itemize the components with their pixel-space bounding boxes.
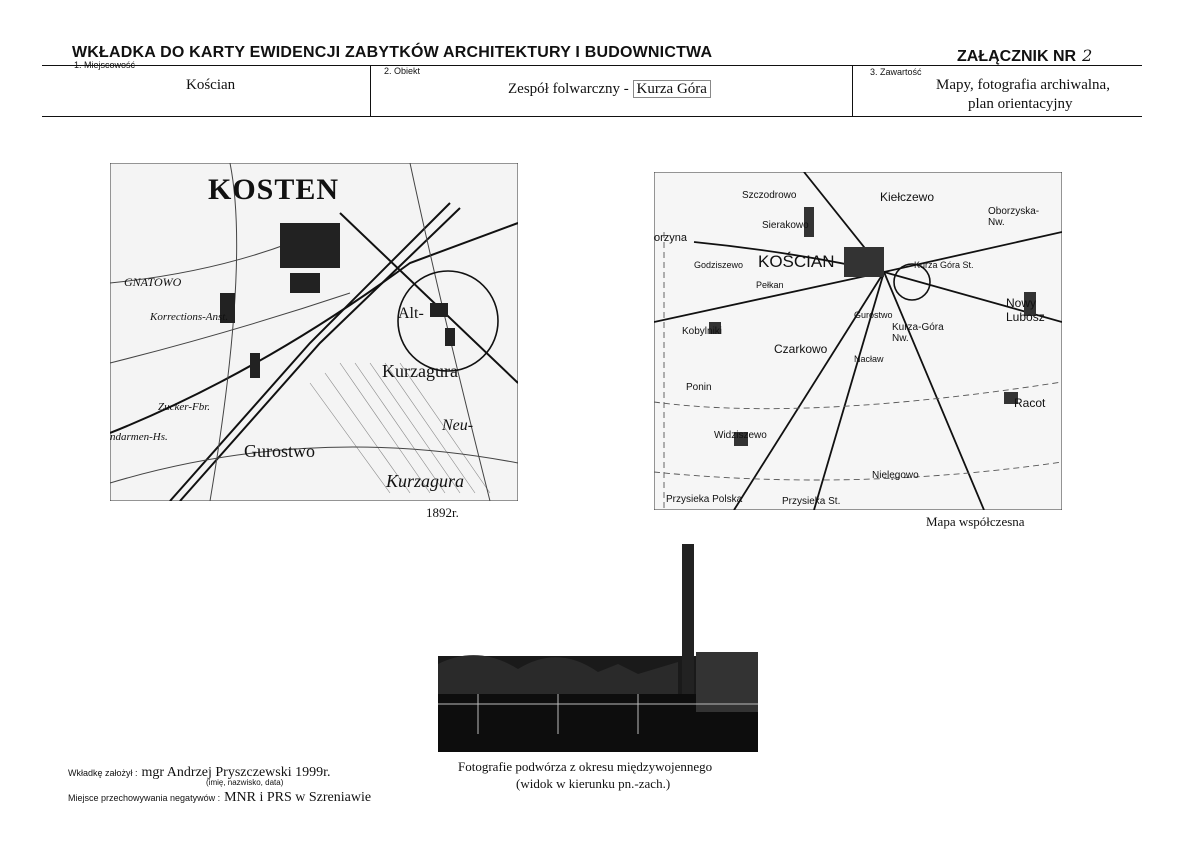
author-row	[68, 763, 331, 781]
map-label-racot: Racot	[1014, 396, 1046, 410]
author-label: Wkładkę założył :	[68, 768, 138, 778]
map-label-godziszewo: Godziszewo	[694, 260, 744, 270]
map-label-nielegowo: Nielęgowo	[872, 470, 919, 481]
map-label-gurostwo: Gurostwo	[244, 441, 315, 461]
map-label-zucker: Zucker-Fbr.	[158, 401, 211, 413]
storage-label: Miejsce przechowywania negatywów :	[68, 793, 221, 803]
map-label-koscian: KOŚCIAN	[758, 252, 835, 271]
map-label-oborzyska: Oborzyska-Nw.	[988, 206, 1040, 228]
annex-label	[957, 46, 1092, 66]
map-label-przysieka-st: Przysieka St.	[782, 496, 841, 507]
map-label-ponin: Ponin	[686, 382, 712, 393]
map-label-gorzyna: orzyna	[654, 232, 688, 244]
map-label-gendarm: ndarmen-Hs.	[110, 431, 168, 443]
map-label-neu: Neu-	[442, 417, 474, 434]
modern-map	[654, 172, 1062, 510]
map-label-correction: Korrections-Anst.	[150, 311, 229, 323]
header-bottom-rule	[42, 116, 1142, 117]
object-label: 2. Obiekt	[384, 66, 421, 76]
map-label-szczodrowo: Szczodrowo	[742, 190, 797, 201]
map-label-czarkowo: Czarkowo	[774, 342, 828, 356]
map-label-kosten: KOSTEN	[208, 173, 340, 206]
map-label-kurzagura-2: Kurzagura	[386, 471, 465, 491]
contents-value-line2: plan orientacyjny	[968, 96, 1073, 112]
archival-photo	[438, 544, 758, 752]
header-top-rule	[42, 65, 1142, 66]
document-title: WKŁADKA DO KARTY EWIDENCJI ZABYTKÓW ARCHITEKTURY I BUDOWNICTWA	[72, 44, 713, 61]
historic-map-caption: 1892r.	[426, 505, 459, 520]
map-label-przysieka-polska: Przysieka Polska	[666, 494, 743, 505]
map-label-sierakowo: Sierakowo	[762, 220, 809, 231]
map-label-gnatowo: GNATOWO	[124, 275, 182, 289]
object-value-name: Kurza Góra	[633, 80, 711, 98]
contents-value-line1: Mapy, fotografia archiwalna,	[936, 77, 1110, 93]
map-label-nowy-lubosz: Nowy Lubosz	[1006, 296, 1045, 324]
photo-caption-line1: Fotografie podwórza z okresu międzywojennego	[458, 759, 713, 774]
object-value	[508, 81, 711, 98]
map-label-gurostwo: Gurostwo	[854, 310, 893, 320]
contents-label: 3. Zawartość	[870, 67, 922, 77]
map-label-kobylniki: Kobylniki	[682, 326, 723, 337]
annex-label-text: ZAŁĄCZNIK NR	[957, 48, 1077, 65]
map-label-widziszewo: Widziszewo	[714, 430, 767, 441]
map-label-kielczewo: Kiełczewo	[880, 190, 935, 204]
locality-value: Kościan	[186, 77, 236, 93]
map-label-alt: Alt-	[398, 305, 424, 322]
archival-photo-drawing	[438, 544, 758, 752]
annex-number: 2	[1082, 46, 1093, 65]
storage-row	[68, 788, 371, 806]
header-divider-1	[370, 65, 371, 116]
locality-label: 1. Miejscowość	[74, 60, 136, 70]
map-label-kurza-gora-nw: Kurza-Góra Nw.	[892, 322, 944, 344]
historic-map-1892	[110, 163, 518, 501]
modern-map-caption: Mapa współczesna	[926, 514, 1025, 529]
author-hint: (imię, nazwisko, data)	[206, 778, 284, 787]
author-value: mgr Andrzej Pryszczewski 1999r.	[141, 765, 331, 780]
map-label-pelkan: Pełkan	[756, 280, 784, 290]
header-divider-2	[852, 65, 853, 116]
map-label-kurzagura: Kurzagura	[382, 361, 458, 381]
map-label-noclaw: Nacław	[854, 354, 884, 364]
object-value-prefix: Zespół folwarczny -	[508, 81, 629, 97]
storage-value: MNR i PRS w Szreniawie	[224, 790, 372, 805]
map-label-kurza-gora-st: Kurza Góra St.	[914, 260, 974, 270]
photo-caption-line2: (widok w kierunku pn.-zach.)	[516, 776, 671, 791]
